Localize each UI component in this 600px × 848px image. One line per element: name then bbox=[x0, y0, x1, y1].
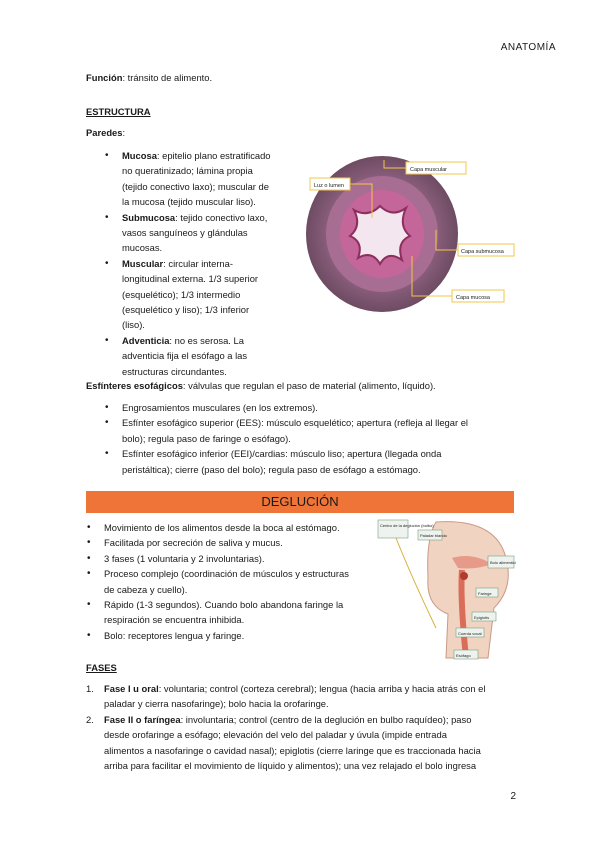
paredes-list bbox=[122, 148, 294, 379]
figure-label: Capa muscular bbox=[410, 167, 447, 173]
funcion-text: : tránsito de alimento. bbox=[122, 72, 213, 83]
fases-list bbox=[86, 681, 516, 773]
deglucion-list bbox=[104, 520, 372, 643]
funcion-label: Función bbox=[86, 72, 123, 83]
list-item: • Proceso complejo (coordinación de músculos y estructuras de cabeza y cuello). bbox=[104, 566, 372, 597]
list-item: • Rápido (1-3 segundos). Cuando bolo abandona faringe la respiración se encuentra inhibida. bbox=[104, 597, 372, 628]
figure-label: Bolo alimenticio bbox=[490, 560, 516, 565]
figure-label: Paladar blando bbox=[420, 533, 447, 538]
page-header: ANATOMÍA bbox=[500, 42, 556, 53]
list-item: • 3 fases (1 voluntaria y 2 involuntarias). bbox=[104, 551, 372, 566]
list-item: • Bolo: receptores lengua y faringe. bbox=[104, 628, 372, 643]
figure-label: Centro de la deglución (bulbo) bbox=[380, 523, 434, 528]
esfinteres-list bbox=[122, 400, 512, 477]
item-label: Fase II o faríngea bbox=[104, 713, 181, 725]
swallowing-anatomy-illustration bbox=[376, 518, 516, 668]
deglucion-section-title: DEGLUCIÓN bbox=[86, 491, 514, 513]
list-item: • Esfínter esofágico superior (EES): músculo esquelético; apertura (refleja al llegar el bolo); regula paso de faringe o esófago). bbox=[122, 415, 512, 446]
esfinteres-label: Esfínteres esofágicos bbox=[86, 380, 183, 391]
paredes-label: Paredes bbox=[86, 127, 123, 138]
list-item: • Mucosa: epitelio plano estratificado no queratinizado; lámina propia (tejido conectivo laxo); muscular de la mucosa (tejido muscular liso). bbox=[122, 148, 294, 210]
bolus-marker bbox=[460, 572, 468, 580]
item-number: 2. bbox=[86, 713, 94, 725]
item-label: Muscular bbox=[122, 257, 164, 269]
item-label: Adventicia bbox=[122, 334, 170, 346]
list-item: • Submucosa: tejido conectivo laxo, vasos sanguíneos y glándulas mucosas. bbox=[122, 210, 294, 256]
lumen-shape bbox=[350, 206, 410, 264]
list-item: 1. Fase I u oral: voluntaria; control (corteza cerebral); lengua (hacia arriba y hacia atrás con el paladar y cierra nasofaringe); bolo hacia la orofaringe. bbox=[86, 683, 486, 710]
item-label: Mucosa bbox=[122, 150, 157, 161]
list-item: • Esfínter esofágico inferior (EEI)/cardias: músculo liso; apertura (llegada onda peristáltica); cierre (paso del bolo); regula paso de esófago a estómago. bbox=[122, 446, 512, 477]
list-item: • Facilitada por secreción de saliva y mucus. bbox=[104, 535, 372, 550]
fases-heading: FASES bbox=[86, 662, 117, 673]
figure-label: Capa submucosa bbox=[461, 249, 504, 255]
swallowing-figure bbox=[376, 518, 516, 668]
esophagus-figure bbox=[302, 152, 516, 340]
list-item: • Adventicia: no es serosa. La adventicia fija el esófago a las estructuras circundantes. bbox=[122, 333, 294, 379]
list-item: • Muscular: circular interna- longitudinal externa. 1/3 superior (esquelético); 1/3 intermedio (esquelético y liso); 1/3 inferior (liso). bbox=[122, 256, 294, 333]
list-item: • Movimiento de los alimentos desde la boca al estómago. bbox=[104, 520, 372, 535]
esfinteres-line: Esfínteres esofágicos: válvulas que regulan el paso de material (alimento, líquido). bbox=[86, 380, 436, 391]
item-label: Fase I u oral bbox=[104, 683, 159, 694]
paredes-line: Paredes: bbox=[86, 127, 126, 138]
esophagus-cross-section-illustration bbox=[302, 152, 516, 340]
item-number: 1. bbox=[86, 683, 94, 694]
list-item: • Engrosamientos musculares (en los extremos). bbox=[122, 400, 512, 415]
page-number: 2 bbox=[510, 791, 516, 802]
figure-label: Faringe bbox=[478, 591, 492, 596]
figure-label: Esófago bbox=[456, 653, 471, 658]
figure-label: Luz o lumen bbox=[314, 183, 344, 189]
figure-label: Cuerda vocal bbox=[458, 631, 482, 636]
estructura-heading: ESTRUCTURA bbox=[86, 106, 151, 117]
figure-label: Epiglotis bbox=[474, 615, 490, 620]
item-label: Submucosa bbox=[122, 211, 176, 223]
funcion-line bbox=[86, 70, 486, 85]
list-item: 2. Fase II o faríngea: involuntaria; control (centro de la deglución en bulbo raquídeo); paso desde orofaringe a esófago; elevación del velo del paladar y úvula (impide entrada alimentos a nasofaringe o cavidad nasal); epiglotis (cierre laringe que es traccionada hacia arriba para facilitar el movimiento de líquido y alimentos); una vez relajado el bolo ingresa bbox=[86, 713, 481, 772]
figure-label: Capa mucosa bbox=[456, 295, 490, 301]
